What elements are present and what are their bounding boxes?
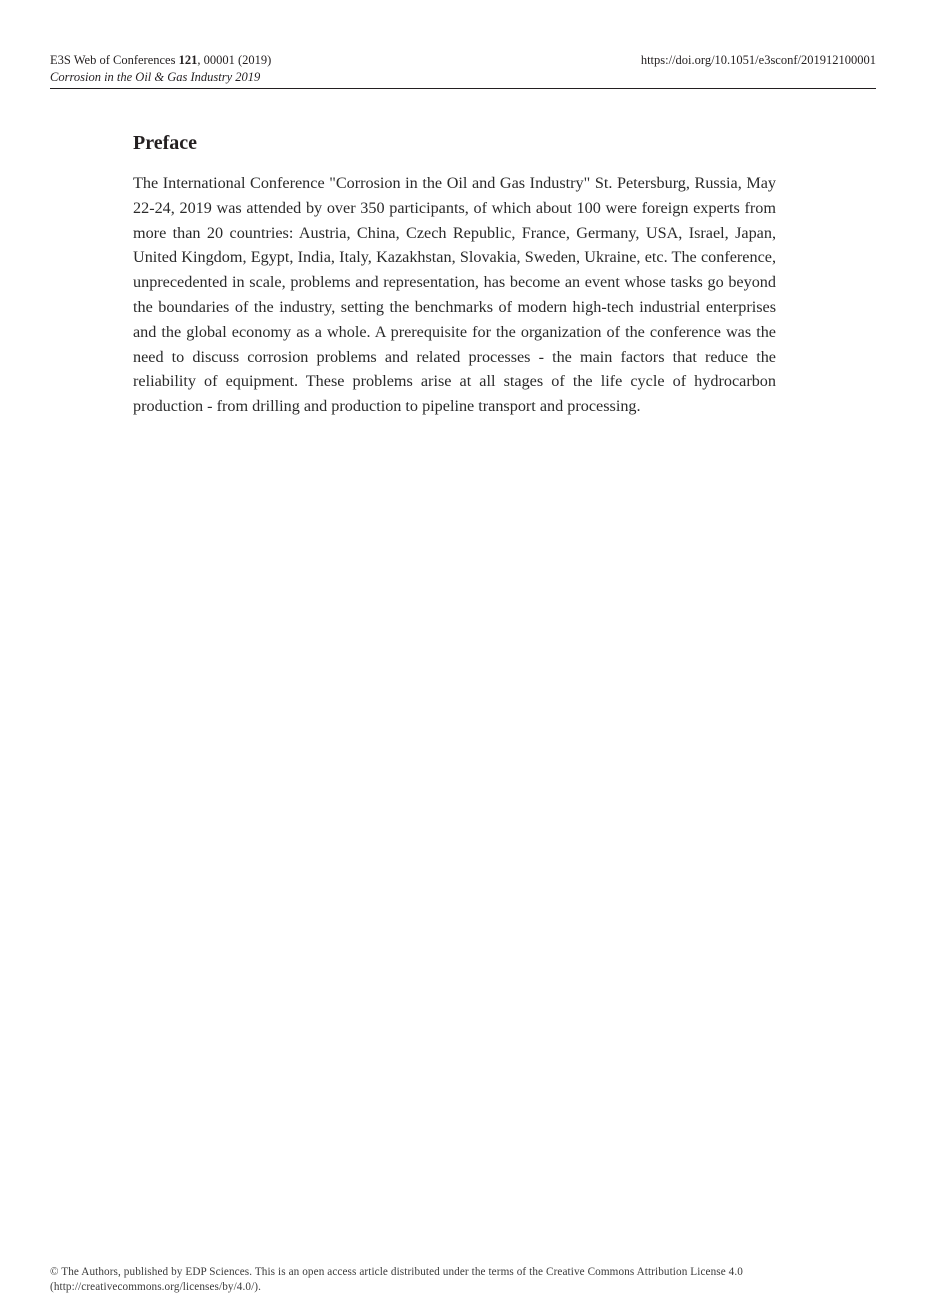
preface-paragraph: The International Conference "Corrosion in the Oil and Gas Industry" St. Petersburg, Russia, May 22-24, 2019 was attended by over 350 participants, of which about 100 were foreign experts from more than 20 countries: Austria, China, Czech Republic, France, Germany, USA, Israel, Japan, United Kingdom, Egypt, India, Italy, Kazakhstan, Slovakia, Sweden, Ukraine, etc. The conference, unprecedented in scale, problems and representation, has become an event whose tasks go beyond the boundaries of the industry, setting the benchmarks of modern high-tech industrial enterprises and the global economy as a whole. A prerequisite for the organization of the conference was the need to discuss corrosion problems and related processes - the main factors that reduce the reliability of equipment. These problems arise at all stages of the life cycle of hydrocarbon production - from drilling and production to pipeline transport and processing. xyxy=(133,174,776,416)
article-number: , 00001 (2019) xyxy=(197,53,272,67)
header-left xyxy=(50,52,271,86)
volume-number: 121 xyxy=(178,53,198,67)
license-footer xyxy=(50,1265,876,1295)
license-url[interactable]: (http://creativecommons.org/licenses/by/4.0/). xyxy=(50,1281,262,1293)
running-header xyxy=(50,52,876,89)
section-title: Preface xyxy=(133,132,198,154)
journal-citation xyxy=(50,52,271,69)
license-statement: © The Authors, published by EDP Sciences. This is an open access article distributed under the terms of the Creative Commons Attribution License 4.0 xyxy=(50,1266,743,1278)
doi-link[interactable]: https://doi.org/10.1051/e3sconf/201912100001 xyxy=(640,53,876,67)
journal-name: E3S Web of Conferences xyxy=(50,53,179,67)
conference-subtitle: Corrosion in the Oil & Gas Industry 2019 xyxy=(50,70,261,84)
